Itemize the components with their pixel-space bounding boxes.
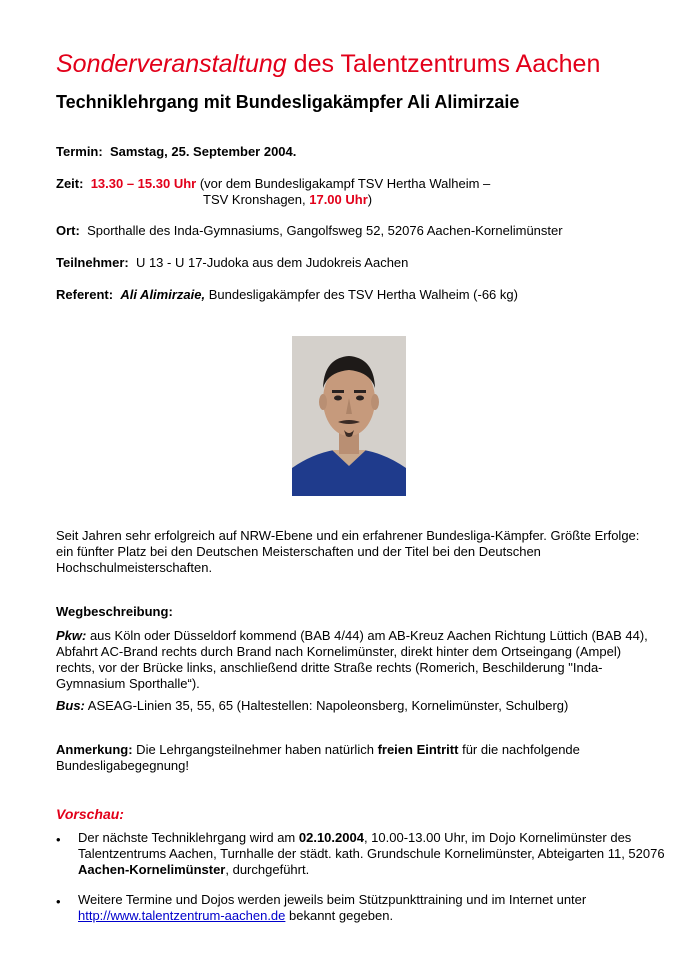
termin-label: Termin: <box>56 144 103 159</box>
anmerkung-bold: freien Eintritt <box>377 742 459 757</box>
referent-name: Ali Alimirzaie, <box>120 287 206 302</box>
referent-label: Referent: <box>56 287 114 302</box>
teilnehmer-value: U 13 - U 17-Judoka aus dem Judokreis Aachen <box>135 255 409 270</box>
zeit-time2: 17.00 Uhr <box>309 192 368 207</box>
vorschau-item-1 <box>78 830 668 878</box>
vorschau-item-2 <box>78 892 668 924</box>
pkw-paragraph <box>56 628 656 692</box>
zeit-line-2 <box>203 191 372 208</box>
item2-t1: Weitere Termine und Dojos werden jeweils beim Stützpunkttraining und im Internet unter <box>78 892 587 907</box>
item1-place: Aachen-Kornelimünster <box>78 862 226 877</box>
page-title <box>56 50 600 79</box>
pkw-text: aus Köln oder Düsseldorf kommend (BAB 4/44) am AB-Kreuz Aachen Richtung Lüttich (BAB 44), Abfahrt AC-Brand rechts durch Brand nach Kornelimünster, direkt hinter dem Ortseingang (Ampel) rechts, vor der Brücke links, anschließend dritte Straße rechts (Romerich, Beschilderung "Inda-Gymnasium Sporthalle“). <box>56 628 648 691</box>
zeit-time: 13.30 – 15.30 Uhr <box>90 176 197 191</box>
wegbeschreibung-heading: Wegbeschreibung: <box>56 604 173 619</box>
website-link[interactable]: http://www.talentzentrum-aachen.de <box>78 908 286 923</box>
item1-date: 02.10.2004 <box>298 830 364 845</box>
zeit-note1: (vor dem Bundesligakampf TSV Hertha Walheim – <box>196 176 491 191</box>
bus-label: Bus: <box>56 698 85 713</box>
anmerkung-text2: für die nachfolgende Bundesligabegegnung! <box>56 742 580 773</box>
ort-label: Ort: <box>56 223 80 238</box>
bus-paragraph <box>56 698 656 714</box>
anmerkung-text1: Die Lehrgangsteilnehmer haben natürlich <box>132 742 378 757</box>
anmerkung-label: Anmerkung: <box>56 742 133 757</box>
pkw-label: Pkw: <box>56 628 87 643</box>
zeit-line <box>56 175 490 192</box>
teilnehmer-line <box>56 254 408 271</box>
bus-text: ASEAG-Linien 35, 55, 65 (Haltestellen: Napoleonsberg, Kornelimünster, Schulberg) <box>84 698 569 713</box>
referent-photo <box>292 336 406 496</box>
page-subtitle: Techniklehrgang mit Bundesligakämpfer Ali Alimirzaie <box>56 92 520 112</box>
vorschau-heading: Vorschau: <box>56 806 124 822</box>
bullet-2: • <box>56 894 61 909</box>
zeit-label: Zeit: <box>56 176 84 191</box>
termin-value: Samstag, 25. September 2004. <box>109 144 297 159</box>
zeit-note2: TSV Kronshagen, <box>203 192 310 207</box>
anmerkung-paragraph <box>56 742 656 774</box>
referent-line <box>56 286 518 303</box>
termin-line <box>56 143 296 160</box>
teilnehmer-label: Teilnehmer: <box>56 255 129 270</box>
zeit-note3: ) <box>367 192 373 207</box>
bullet-1: • <box>56 832 61 847</box>
item1-t1: Der nächste Techniklehrgang wird am <box>78 830 299 845</box>
item1-t3: , durchgeführt. <box>225 862 310 877</box>
title-rest: des Talentzentrums Aachen <box>286 50 601 78</box>
portrait-image <box>292 336 406 496</box>
referent-value: Bundesligakämpfer des TSV Hertha Walheim (-66 kg) <box>205 287 518 302</box>
item1-t2: , 10.00-13.00 Uhr, im Dojo Kornelimünster des Talentzentrums Aachen, Turnhalle der städt. kath. Grundschule Kornelimünster, Abteigarten 11, 52076 <box>78 830 665 861</box>
title-italic: Sonderveranstaltung <box>56 50 287 78</box>
ort-line <box>56 222 563 239</box>
ort-value: Sporthalle des Inda-Gymnasiums, Gangolfsweg 52, 52076 Aachen-Kornelimünster <box>87 223 563 238</box>
item2-t2: bekannt gegeben. <box>285 908 394 923</box>
bio-paragraph: Seit Jahren sehr erfolgreich auf NRW-Ebene und ein erfahrener Bundesliga-Kämpfer. Größte Erfolge: ein fünfter Platz bei den Deutschen Meisterschaften und der Titel bei den Deutschen Hochschulmeisterschaften. <box>56 528 640 575</box>
